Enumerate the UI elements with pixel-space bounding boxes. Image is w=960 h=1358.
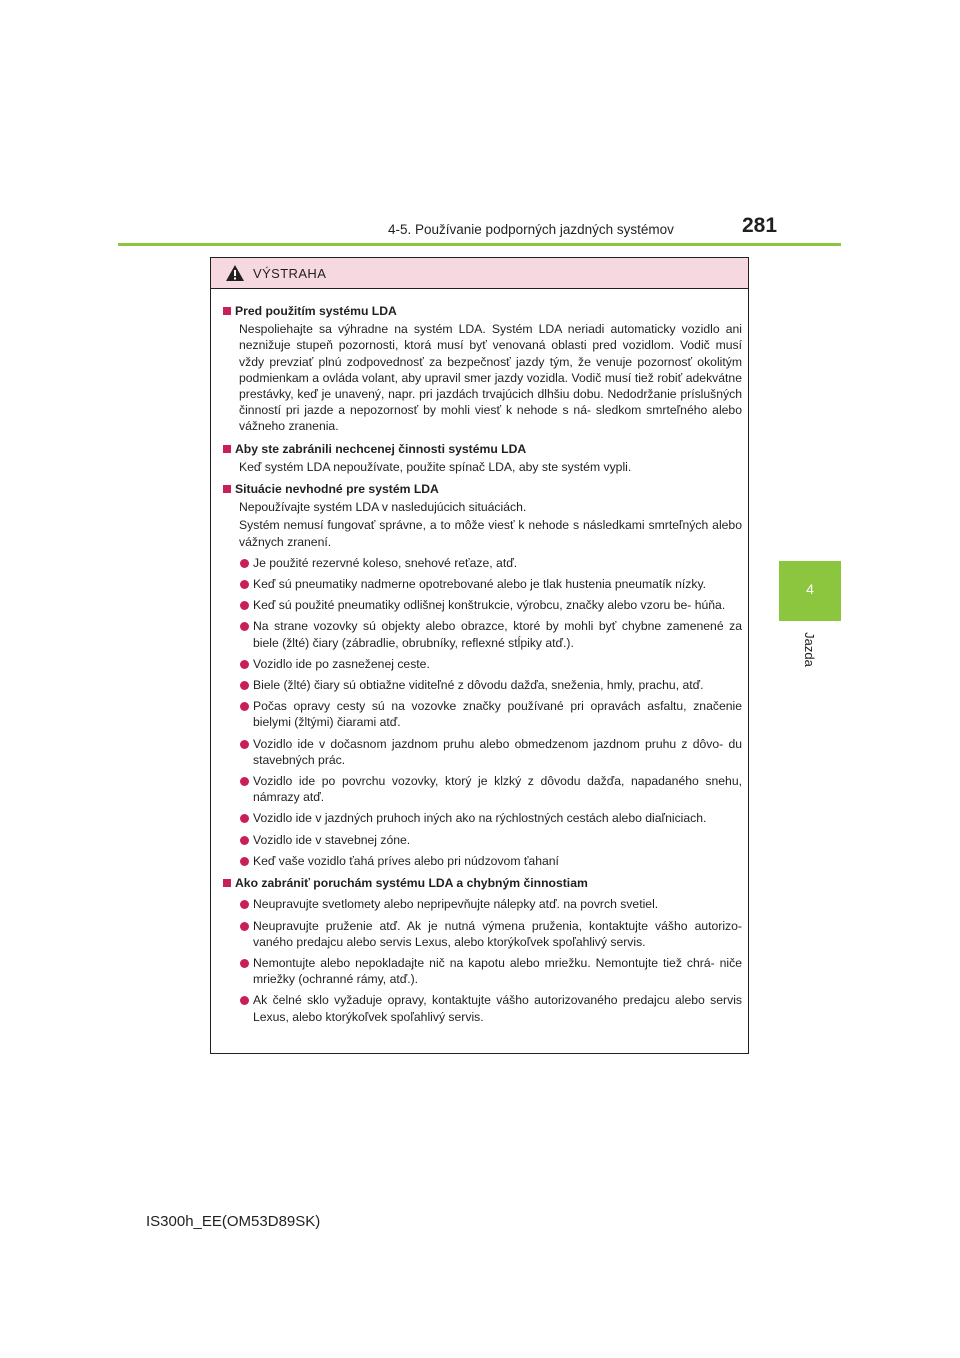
bullet-text: Počas opravy cesty sú na vozovke značky používané pri opravách asfaltu, značenie bielymi (žltými) čiarami atď.: [253, 699, 742, 730]
bullet-item: [223, 773, 742, 805]
bullet-item: [223, 955, 742, 987]
bullet-dot-icon: [240, 580, 249, 589]
square-bullet-icon: [223, 879, 231, 887]
bullet-dot-icon: [240, 681, 249, 690]
bullet-item: [223, 832, 742, 848]
bullet-text: Biele (žlté) čiary sú obtiažne viditeľné z dôvodu dažďa, sneženia, hmly, prachu, atď.: [253, 678, 704, 693]
section-paragraph: Keď systém LDA nepoužívate, použite spínač LDA, aby ste systém vypli.: [239, 459, 632, 474]
bullet-text: Vozidlo ide v dočasnom jazdnom pruhu alebo obmedzenom jazdnom pruhu z dôvo- du stavebných prác.: [253, 736, 742, 767]
bullet-dot-icon: [240, 601, 249, 610]
bullet-text: Keď sú pneumatiky nadmerne opotrebované alebo je tlak hustenia pneumatík nízky.: [253, 577, 707, 592]
section-heading: [223, 303, 742, 319]
bullet-dot-icon: [240, 922, 249, 931]
bullet-item: [223, 810, 742, 826]
bullet-dot-icon: [240, 836, 249, 845]
document-code: IS300h_EE(OM53D89SK): [146, 1213, 321, 1230]
warning-box: [210, 257, 749, 1054]
chapter-number: 4: [806, 581, 814, 597]
bullet-text: Vozidlo ide v jazdných pruhoch iných ako na rýchlostných cestách alebo diaľniciach.: [253, 811, 707, 826]
bullet-item: [223, 677, 742, 693]
warning-triangle-icon: [225, 264, 245, 282]
bullet-dot-icon: [240, 814, 249, 823]
bullet-dot-icon: [240, 996, 249, 1005]
bullet-text: Keď vaše vozidlo ťahá príves alebo pri núdzovom ťahaní: [253, 853, 559, 868]
warning-header: [211, 258, 748, 289]
section-heading-text: Ako zabrániť poruchám systému LDA a chybným činnostiam: [235, 876, 588, 891]
section-paragraph: Nespoliehajte sa výhradne na systém LDA. Systém LDA neriadi automaticky vozidlo ani neznižuje stupeň pozornosti, ktorá musí byť venovaná oblasti pred vozidlom. Vodič musí vždy prevziať plnú zodpovednosť za bezpečnosť jazdy tým, že venuje pozornosť okolitým podmienkam a ovláda volant, aby upravil smer jazdy vozidla. Vodič musí tiež robiť adekvátne prestávky, keď je unavený, napr. pri jazdách trvajúcich dlhšiu dobu. Nedodržanie príslušných činností pri jazde a nepozornosť by mohli viesť k nehode s ná- sledkom smrteľného alebo vážneho zranenia.: [239, 322, 742, 434]
bullet-text: Vozidlo ide po povrchu vozovky, ktorý je klzký z dôvodu dažďa, napadaného snehu, námrazy atď.: [253, 774, 742, 805]
bullet-item: [223, 736, 742, 768]
bullet-dot-icon: [240, 857, 249, 866]
page-number: 281: [742, 214, 778, 237]
bullet-text: Je použité rezervné koleso, snehové reťaze, atď.: [253, 555, 518, 570]
section-heading: [223, 875, 742, 891]
chapter-tab: [779, 561, 841, 621]
section-heading-text: Aby ste zabránili nechcenej činnosti systému LDA: [235, 441, 527, 456]
header-divider: [118, 243, 841, 246]
bullet-item: [223, 698, 742, 730]
bullet-dot-icon: [240, 660, 249, 669]
section-heading-text: Pred použitím systému LDA: [235, 304, 397, 318]
bullet-text: Ak čelné sklo vyžaduje opravy, kontaktujte vášho autorizovaného predajcu alebo servis Lexus, alebo ktorýkoľvek spoľahlivý servis.: [253, 993, 742, 1024]
bullet-item: [223, 618, 742, 650]
square-bullet-icon: [223, 485, 231, 493]
bullet-text: Vozidlo ide v stavebnej zóne.: [253, 832, 411, 847]
bullet-item: [223, 576, 742, 592]
bullet-item: [223, 656, 742, 672]
bullet-dot-icon: [240, 777, 249, 786]
section-heading-text: Situácie nevhodné pre systém LDA: [235, 482, 439, 497]
section-heading: [223, 481, 742, 497]
bullet-text: Nemontujte alebo nepokladajte nič na kapotu alebo mriežku. Nemontujte tiež chrá- niče mriežky (ochranné rámy, atď.).: [253, 955, 742, 987]
bullet-item: [223, 918, 742, 950]
chapter-label: [801, 630, 820, 670]
bullet-text: Keď sú použité pneumatiky odlišnej konštrukcie, výrobcu, značky alebo vzoru be- húňa.: [253, 598, 726, 613]
bullet-item: [223, 896, 742, 912]
bullet-text: Vozidlo ide po zasneženej ceste.: [253, 656, 430, 671]
bullet-text: Na strane vozovky sú objekty alebo obrazce, ktoré by mohli byť chybne zamenené za biele (žlté) čiary (zábradlie, obrubníky, reflexné stĺpiky atď.).: [253, 619, 742, 650]
section-paragraph: Nepoužívajte systém LDA v nasledujúcich situáciách.: [239, 500, 527, 515]
bullet-dot-icon: [240, 702, 249, 711]
section-paragraph: Systém nemusí fungovať správne, a to môže viesť k nehode s následkami smrteľných alebo vážnych zranení.: [239, 518, 742, 549]
bullet-dot-icon: [240, 740, 249, 749]
square-bullet-icon: [223, 445, 231, 453]
bullet-dot-icon: [240, 622, 249, 631]
section-title: 4-5. Používanie podporných jazdných systémov: [388, 222, 674, 237]
bullet-item: [223, 853, 742, 869]
bullet-dot-icon: [240, 959, 249, 968]
square-bullet-icon: [223, 307, 231, 315]
bullet-text: Neupravujte pruženie atď. Ak je nutná výmena pruženia, kontaktujte vášho autorizo- vaného predajcu alebo servis Lexus, alebo ktorýkoľvek spoľahlivý servis.: [253, 918, 742, 949]
bullet-item: [223, 555, 742, 571]
bullet-dot-icon: [240, 900, 249, 909]
chapter-label-text: Jazda: [801, 632, 817, 667]
warning-body: [211, 289, 748, 1025]
bullet-item: [223, 992, 742, 1024]
warning-title: VÝSTRAHA: [253, 265, 327, 281]
bullet-text: Neupravujte svetlomety alebo nepripevňujte nálepky atď. na povrch svetiel.: [253, 897, 659, 912]
bullet-item: [223, 597, 742, 613]
section-heading: [223, 441, 742, 457]
bullet-dot-icon: [240, 559, 249, 568]
